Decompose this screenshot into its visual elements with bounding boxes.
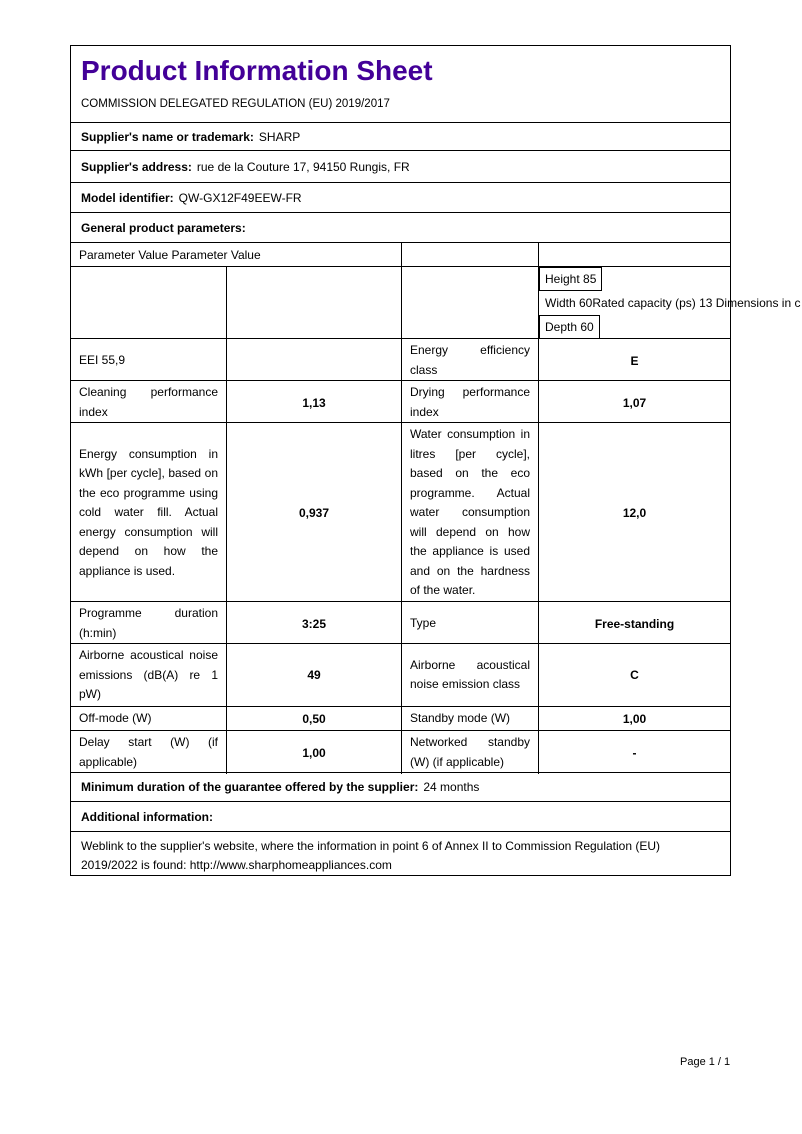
- param-text: Off-mode (W): [79, 711, 152, 725]
- product-information-sheet: [70, 45, 801, 876]
- table-row-noise: [71, 644, 730, 707]
- table-row-programme: [71, 602, 730, 644]
- param-text: Airborne acoustical noise emission class: [410, 657, 530, 692]
- additional-information-heading: Additional information:: [81, 809, 213, 824]
- guarantee-label: Minimum duration of the guarantee offered by the supplier:: [81, 780, 419, 794]
- dimension-depth-row: [539, 315, 730, 339]
- param-cell: [71, 381, 226, 424]
- value-cell: 0,50: [226, 707, 401, 731]
- value-cell: 12,0: [538, 423, 730, 603]
- dimensions-cell: [538, 267, 801, 339]
- param-text: EEI 55,9: [79, 352, 126, 367]
- param-text: Energy consumption in kWh [per cycle], based on the eco programme using cold water fill. Actual energy consumption will depend on how the appliance is used.: [79, 446, 218, 578]
- value-cell: -: [538, 731, 730, 774]
- empty-cell: [226, 267, 401, 339]
- param-text: Water consumption in litres [per cycle], based on the eco programme. Actual water consumption will depend on how the appliance is used and on the hardness of the water.: [410, 427, 530, 597]
- param-cell: [401, 602, 538, 645]
- general-parameters-heading: General product parameters:: [81, 220, 246, 235]
- value-cell: 3:25: [226, 602, 401, 645]
- param-cell: [71, 423, 226, 603]
- param-text: Cleaning performance index: [79, 385, 218, 419]
- value-cell: 1,00: [538, 707, 730, 731]
- param-cell: [401, 339, 538, 382]
- param-text: Energy efficiency class: [410, 343, 530, 377]
- dimension-depth: Depth 60: [539, 315, 600, 339]
- param-cell: [401, 381, 538, 424]
- table-header-text: Parameter Value Parameter Value: [79, 247, 261, 262]
- supplier-address-value: rue de la Couture 17, 94150 Rungis, FR: [196, 159, 410, 174]
- regulation-subtitle: COMMISSION DELEGATED REGULATION (EU) 2019/2017: [81, 98, 390, 110]
- general-parameters-heading-row: [71, 213, 730, 243]
- empty-cell: [538, 243, 730, 266]
- table-header-row: [71, 243, 730, 267]
- additional-information-heading-row: [71, 802, 730, 832]
- guarantee-value: 24 months: [423, 780, 480, 794]
- dimension-width-overflow: Width 60Rated capacity (ps) 13 Dimensions in c: [545, 296, 801, 310]
- param-cell: [401, 731, 538, 774]
- param-cell: [71, 731, 226, 774]
- page-number: Page 1 / 1: [680, 1056, 731, 1068]
- param-text: Drying performance index: [410, 385, 530, 419]
- page-title: Product Information Sheet: [81, 55, 433, 86]
- supplier-address-row: [71, 151, 730, 183]
- dimensions-row: [71, 267, 801, 339]
- param-text: Airborne acoustical noise emissions (dB(A) re 1 pW): [79, 648, 218, 701]
- value-cell: E: [538, 339, 730, 382]
- param-cell: [71, 339, 226, 382]
- param-cell: [401, 423, 538, 603]
- weblink-text: Weblink to the supplier's website, where the information in point 6 of Annex II to Commission Regulation (EU) 2019/2022 is found: http://www.sharphomeappliances.com: [81, 839, 661, 872]
- param-text: Networked standby (W) (if applicable): [410, 735, 530, 769]
- table-row-consumption: [71, 423, 730, 602]
- supplier-address-label: Supplier's address:: [81, 159, 192, 174]
- supplier-name-row: [71, 123, 730, 151]
- value-cell: 0,937: [226, 423, 401, 603]
- model-identifier-label: Model identifier:: [81, 190, 174, 205]
- supplier-name-label: Supplier's name or trademark:: [81, 129, 254, 144]
- title-block: [71, 46, 730, 123]
- value-cell: 1,00: [226, 731, 401, 774]
- supplier-name-value: SHARP: [258, 129, 301, 144]
- empty-cell: [71, 267, 226, 339]
- value-cell: [226, 339, 401, 382]
- param-text: Standby mode (W): [410, 711, 511, 725]
- empty-cell: [401, 243, 538, 266]
- param-cell: [71, 602, 226, 645]
- value-cell: 1,07: [538, 381, 730, 424]
- param-cell: [71, 644, 226, 707]
- table-row-cleaning: [71, 381, 730, 423]
- value-cell: 49: [226, 644, 401, 707]
- dimension-height-row: [539, 267, 730, 291]
- param-text: Type: [410, 615, 437, 630]
- table-row-eei: [71, 339, 730, 381]
- param-cell: [401, 707, 538, 731]
- guarantee-row: [71, 773, 730, 802]
- value-cell: 1,13: [226, 381, 401, 424]
- empty-cell: [401, 267, 538, 339]
- dimension-height: Height 85: [539, 267, 602, 291]
- value-cell: Free-standing: [538, 602, 730, 645]
- param-text: Delay start (W) (if applicable): [79, 735, 218, 769]
- weblink-row: [71, 832, 730, 875]
- model-identifier-value: QW-GX12F49EEW-FR: [178, 190, 302, 205]
- param-cell: [71, 707, 226, 731]
- value-cell: C: [538, 644, 730, 707]
- table-row-offmode: [71, 707, 730, 731]
- table-header-cell: [71, 243, 401, 266]
- model-identifier-row: [71, 183, 730, 213]
- param-text: Programme duration (h:min): [79, 606, 218, 640]
- param-cell: [401, 644, 538, 707]
- table-row-delay-start: [71, 731, 730, 773]
